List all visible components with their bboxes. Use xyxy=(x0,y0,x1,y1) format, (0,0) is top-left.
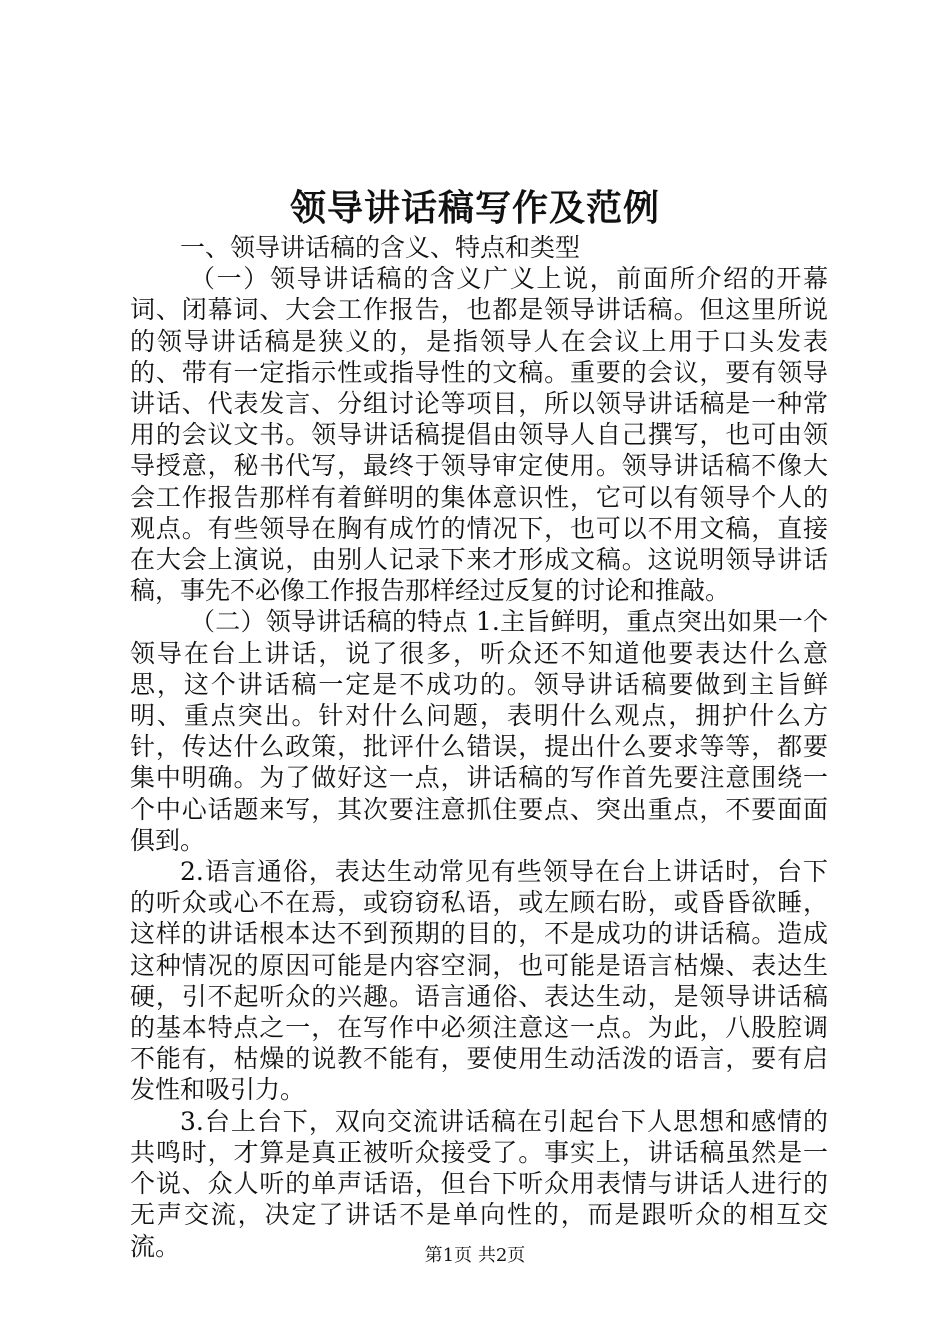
paragraph-interaction: 3.台上台下，双向交流讲话稿在引起台下人思想和感情的共鸣时，才算是真正被听众接受了。事实上，讲话稿虽然是一个说、众人听的单声话语，但台下听众用表情与讲话人进行的无声交流，决定了讲话不是单向性的，而是跟听众的相互交流。 xyxy=(130,1106,828,1261)
paragraph-language: 2.语言通俗，表达生动常见有些领导在台上讲话时，台下的听众或心不在焉，或窃窃私语，或左顾右盼，或昏昏欲睡，这样的讲话根本达不到预期的目的，不是成功的讲话稿。造成这种情况的原因可能是内容空洞，也可能是语言枯燥、表达生硬，引不起听众的兴趣。语言通俗、表达生动，是领导讲话稿的基本特点之一，在写作中必须注意这一点。为此，八股腔调不能有，枯燥的说教不能有，要使用生动活泼的语言，要有启发性和吸引力。 xyxy=(130,857,828,1105)
document-body xyxy=(130,232,828,1262)
paragraph-definition: （一）领导讲话稿的含义广义上说，前面所介绍的开幕词、闭幕词、大会工作报告，也都是领导讲话稿。但这里所说的领导讲话稿是狭义的，是指领导人在会议上用于口头发表的、带有一定指示性或指导性的文稿。重要的会议，要有领导讲话、代表发言、分组讨论等项目，所以领导讲话稿是一种常用的会议文书。领导讲话稿提倡由领导人自己撰写，也可由领导授意，秘书代写，最终于领导审定使用。领导讲话稿不像大会工作报告那样有着鲜明的集体意识性，它可以有领导个人的观点。有些领导在胸有成竹的情况下，也可以不用文稿，直接在大会上演说，由别人记录下来才形成文稿。这说明领导讲话稿，事先不必像工作报告那样经过反复的讨论和推敲。 xyxy=(130,264,828,606)
paragraph-features: （二）领导讲话稿的特点 1.主旨鲜明，重点突出如果一个领导在台上讲话，说了很多，听众还不知道他要表达什么意思，这个讲话稿一定是不成功的。领导讲话稿要做到主旨鲜明、重点突出。针对什么问题，表明什么观点，拥护什么方针，传达什么政策，批评什么错误，提出什么要求等等，都要集中明确。为了做好这一点，讲话稿的写作首先要注意围绕一个中心话题来写，其次要注意抓住要点、突出重点，不要面面俱到。 xyxy=(130,607,828,855)
document-title: 领导讲话稿写作及范例 xyxy=(289,187,660,229)
page-indicator: 第1页 共2页 xyxy=(424,1245,526,1266)
section-heading: 一、领导讲话稿的含义、特点和类型 xyxy=(180,233,581,262)
page-footer xyxy=(0,1244,950,1268)
